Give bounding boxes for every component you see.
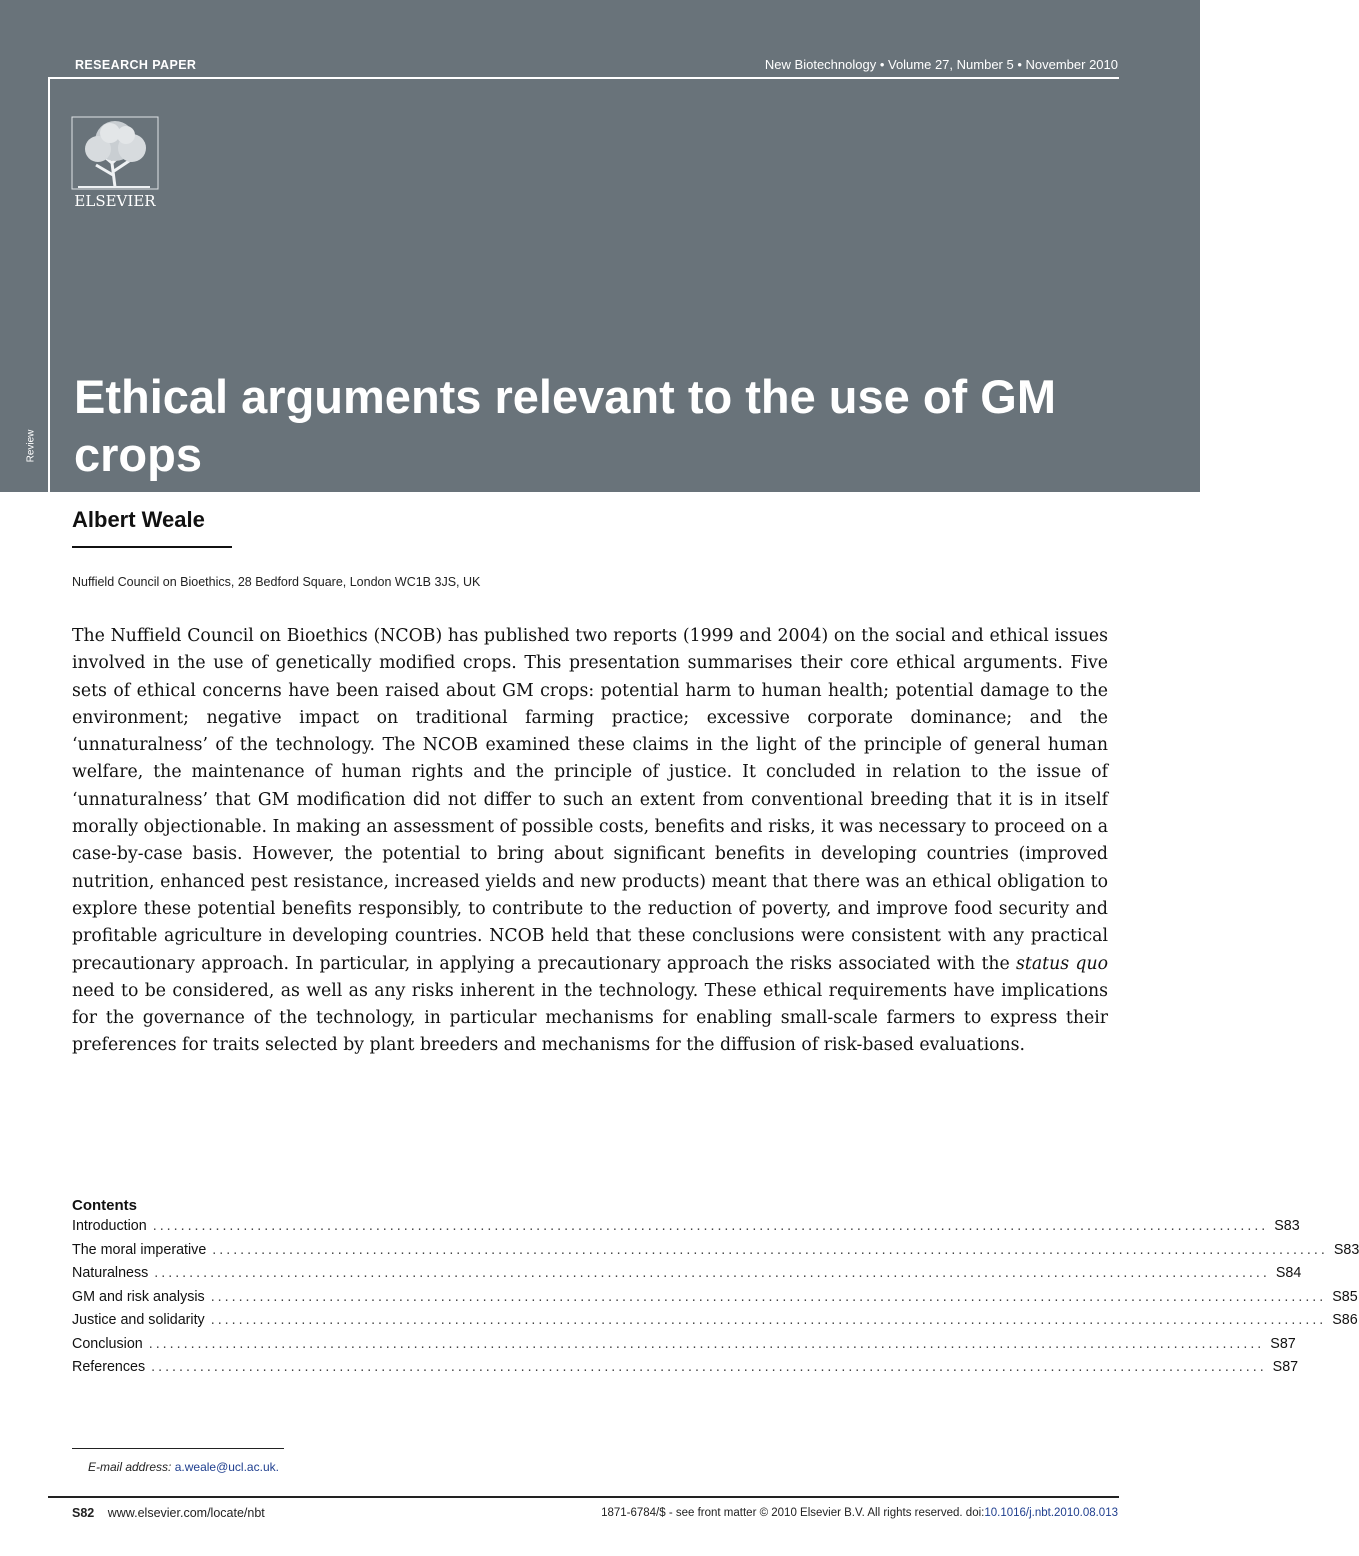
abstract — [72, 623, 1108, 1060]
elsevier-logo — [70, 115, 160, 210]
toc-item[interactable] — [72, 1312, 1358, 1336]
journal-url-link[interactable]: www.elsevier.com/locate/nbt — [107, 1506, 265, 1520]
toc-leader-dots: ................................................................................................................................................................ — [152, 1218, 1269, 1234]
copyright-text: 1871-6784/$ - see front matter © 2010 Elsevier B.V. All rights reserved. doi: — [601, 1507, 985, 1519]
toc-leader-dots: ................................................................................................................................................................ — [210, 1312, 1327, 1328]
toc-item-label: GM and risk analysis — [72, 1288, 205, 1305]
frame-line-top — [48, 77, 1119, 79]
toc-item[interactable] — [72, 1335, 1296, 1360]
abstract-emphasis: status quo — [1016, 953, 1108, 974]
author-email-link[interactable]: a.weale@ucl.ac.uk. — [174, 1460, 279, 1474]
footnote-label: E-mail address: — [88, 1460, 172, 1474]
footer-right — [601, 1507, 1118, 1519]
abstract-text-2: need to be considered, as well as any risks inherent in the technology. These ethical requirements have implications for the governance of the technology, in particular mechanisms for enabling small-scale farmers to express their preferences for traits selected by plant breeders and mechanisms for the diffusion of risk-based evaluations. — [72, 980, 1108, 1056]
table-of-contents — [72, 1197, 1359, 1383]
toc-item-page: S83 — [1274, 1218, 1300, 1234]
abstract-text-1: The Nuffield Council on Bioethics (NCOB) has published two reports (1999 and 2004) on the social and ethical issues involved in the use of genetically modified crops. This presentation summarises their core ethical arguments. Five sets of ethical concerns have been raised about GM crops: potential harm to human health; potential damage to the environment; negative impact on traditional farming practice; excessive corporate dominance; and the ‘unnaturalness’ of the technology. The NCOB examined these claims in the light of the principle of general human welfare, the maintenance of human rights and the principle of justice. It concluded in relation to the issue of ‘unnaturalness’ that GM modification did not differ to such an extent from conventional breeding that it is in itself morally objectionable. In making an assessment of possible costs, benefits and risks, it was necessary to proceed on a case-by-case basis. However, the potential to bring about significant benefits in developing countries (improved nutrition, enhanced pest resistance, increased yields and new products) meant that there was an ethical obligation to explore these potential benefits responsibly, to contribute to the reduction of poverty, and improve food security and profitable agriculture in developing countries. NCOB held that these conclusions were consistent with any practical precautionary approach. In particular, in applying a precautionary approach the risks associated with the — [72, 626, 1108, 974]
toc-leader-dots: ................................................................................................................................................................ — [212, 1241, 1328, 1258]
toc-item-page: S86 — [1332, 1312, 1358, 1328]
side-tab-label: Review — [25, 429, 37, 463]
toc-item[interactable] — [72, 1218, 1300, 1242]
review-side-tab — [22, 420, 40, 472]
footnote — [88, 1460, 279, 1474]
article-title: Ethical arguments relevant to the use of GM crops — [74, 370, 1056, 481]
frame-line-left — [48, 77, 50, 492]
elsevier-tree-icon — [70, 115, 160, 210]
footer-left — [72, 1506, 265, 1520]
author-name[interactable]: Albert Weale — [72, 507, 205, 532]
toc-item-page: S84 — [1275, 1265, 1302, 1281]
toc-item-page: S87 — [1272, 1359, 1299, 1375]
toc-item-label: Introduction — [72, 1218, 147, 1234]
toc-item[interactable] — [72, 1359, 1299, 1383]
journal-info: New Biotechnology • Volume 27, Number 5 • November 2010 — [764, 57, 1118, 72]
toc-item[interactable] — [72, 1288, 1358, 1313]
toc-item-label: References — [72, 1359, 146, 1375]
toc-leader-dots: ................................................................................................................................................................ — [154, 1265, 1270, 1281]
section-label: RESEARCH PAPER — [75, 58, 197, 72]
toc-item[interactable] — [72, 1265, 1302, 1289]
logo-wordmark: ELSEVIER — [74, 192, 156, 210]
page-number: S82 — [72, 1506, 95, 1520]
toc-item-label: The moral imperative — [72, 1241, 207, 1258]
contents-heading: Contents — [72, 1197, 137, 1214]
toc-item-page: S83 — [1333, 1241, 1359, 1258]
toc-item-label: Justice and solidarity — [72, 1312, 205, 1328]
toc-item-page: S85 — [1332, 1288, 1358, 1305]
toc-item[interactable] — [72, 1241, 1359, 1266]
toc-leader-dots: ................................................................................................................................................................ — [148, 1335, 1265, 1352]
toc-leader-dots: ................................................................................................................................................................ — [151, 1359, 1267, 1375]
author-underline — [72, 546, 232, 548]
toc-item-label: Naturalness — [72, 1265, 149, 1281]
toc-item-page: S87 — [1270, 1335, 1296, 1352]
toc-item-label: Conclusion — [72, 1335, 143, 1352]
toc-leader-dots: ................................................................................................................................................................ — [210, 1288, 1327, 1305]
author-affiliation: Nuffield Council on Bioethics, 28 Bedford Square, London WC1B 3JS, UK — [72, 575, 481, 589]
footnote-rule — [72, 1448, 284, 1449]
doi-link[interactable]: 10.1016/j.nbt.2010.08.013 — [984, 1507, 1118, 1519]
footer-rule — [48, 1496, 1119, 1498]
